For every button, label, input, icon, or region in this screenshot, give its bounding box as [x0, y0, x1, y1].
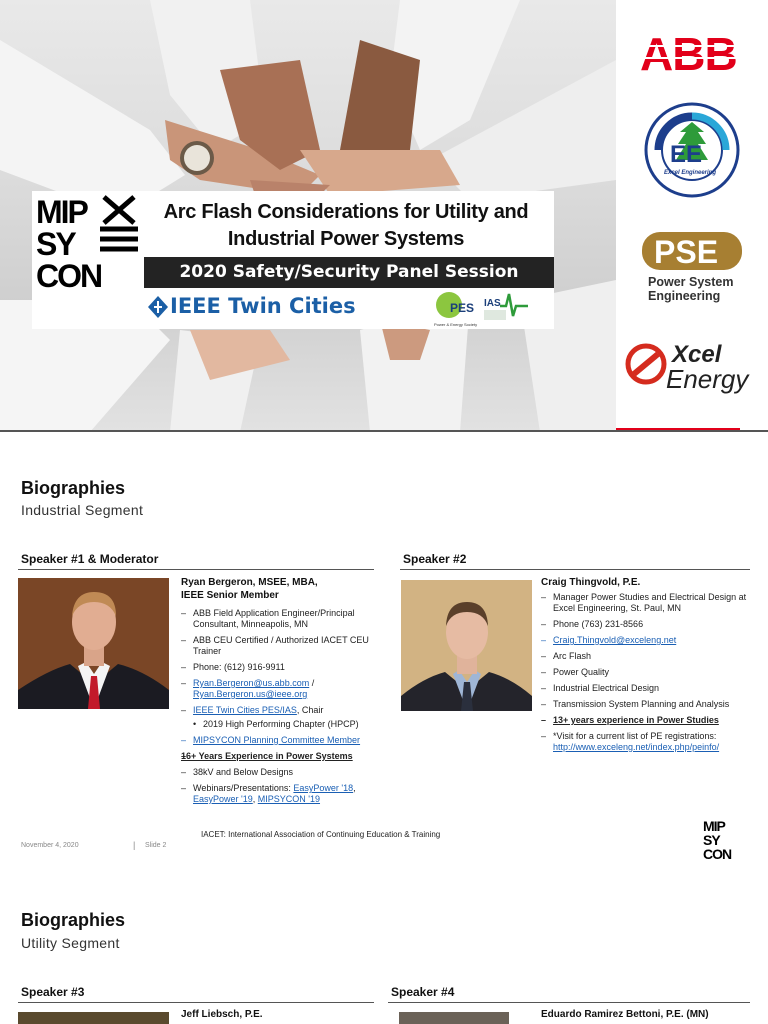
speaker1-ieee-email-link[interactable]: Ryan.Bergeron.us@ieee.org	[193, 689, 308, 699]
svg-text:MIP: MIP	[703, 818, 725, 834]
svg-text:PSE: PSE	[654, 234, 719, 270]
speaker1-bio-list	[181, 608, 381, 810]
speaker4-rule	[388, 1002, 750, 1003]
speaker1-title: IEEE Senior Member	[181, 590, 279, 601]
svg-text:Excel Engineering: Excel Engineering	[664, 170, 717, 176]
mipsycon-19-link[interactable]: MIPSYCON '19	[257, 794, 321, 804]
list-item: – ABB Field Application Engineer/Principal Consultant, Minneapolis, MN	[181, 608, 381, 630]
speaker1-email-link[interactable]: Ryan.Bergeron@us.abb.com	[193, 678, 310, 688]
list-item: – Arc Flash	[541, 651, 753, 662]
list-item	[181, 678, 381, 700]
footer-note: IACET: International Association of Continuing Education & Training	[201, 830, 441, 839]
svg-text:SY: SY	[36, 226, 75, 262]
footer-slide-number: Slide 2	[145, 842, 167, 849]
svg-text:IAS: IAS	[484, 298, 501, 309]
svg-text:Power & Energy Society: Power & Energy Society	[434, 322, 478, 327]
title-slide	[0, 0, 768, 432]
list-item: – Manager Power Studies and Electrical Design at Excel Engineering, St. Paul, MN	[541, 592, 753, 614]
list-item	[181, 705, 381, 716]
pes-logo-icon	[432, 290, 478, 328]
slide-subtitle: Industrial Segment	[21, 502, 144, 518]
svg-text:ABB: ABB	[640, 32, 737, 74]
list-item: – 13+ years experience in Power Studies	[541, 715, 753, 726]
slide-title: Biographies	[21, 910, 126, 930]
email-separator: /	[309, 678, 315, 688]
list-item: – ABB CEU Certified / Authorized IACET CEU Trainer	[181, 635, 381, 657]
list-item: – Transmission System Planning and Analysis	[541, 699, 753, 710]
speaker2-bio-list	[541, 592, 753, 758]
ias-logo-icon	[484, 292, 530, 326]
list-item: – Phone: (612) 916-9911	[181, 662, 381, 673]
speaker3-name: Jeff Liebsch, P.E.	[181, 1009, 263, 1020]
xcel-energy-logo	[624, 336, 768, 396]
slide-subtitle: Utility Segment	[21, 935, 120, 951]
footer-separator: |	[133, 840, 136, 850]
footer-date: November 4, 2020	[21, 842, 79, 849]
svg-text:Energy: Energy	[666, 364, 749, 394]
svg-text:CON: CON	[36, 258, 102, 289]
speaker2-name: Craig Thingvold, P.E.	[541, 577, 641, 588]
svg-text:CON: CON	[703, 846, 732, 860]
speaker1-rule	[18, 569, 374, 570]
session-banner: 2020 Safety/Security Panel Session	[144, 257, 554, 288]
ieee-diamond-icon	[148, 296, 168, 318]
presentations-label: Webinars/Presentations:	[193, 783, 291, 793]
svg-text:PES: PES	[450, 301, 475, 315]
mipsycon-committee-link[interactable]: – MIPSYCON Planning Committee Member	[181, 735, 381, 746]
svg-text:SY: SY	[703, 832, 720, 848]
biographies-industrial-slide	[0, 432, 768, 864]
excel-engineering-logo	[640, 100, 744, 200]
speaker4-photo	[399, 1012, 509, 1024]
sponsor-panel	[616, 0, 768, 432]
biographies-utility-slide	[0, 866, 768, 1024]
list-item: – Power Quality	[541, 667, 753, 678]
speaker4-heading: Speaker #4	[391, 985, 455, 999]
list-item: – 38kV and Below Designs	[181, 767, 381, 778]
speaker2-rule	[400, 569, 750, 570]
svg-text:Xcel: Xcel	[672, 341, 722, 368]
list-item: – Industrial Electrical Design	[541, 683, 753, 694]
speaker1-name: Ryan Bergeron, MSEE, MBA,	[181, 577, 318, 588]
speaker4-name: Eduardo Ramirez Bettoni, P.E. (MN)	[541, 1009, 709, 1020]
list-item: – Webinars/Presentations: EasyPower '18, EasyPower '19, MIPSYCON '19	[181, 783, 381, 805]
pe-info-link[interactable]: http://www.exceleng.net/index.php/peinfo/	[553, 742, 720, 752]
speaker2-heading: Speaker #2	[403, 552, 467, 566]
list-item: • 2019 High Performing Chapter (HPCP)	[181, 719, 381, 730]
easypower-19-link[interactable]: EasyPower '19	[193, 794, 253, 804]
speaker2-photo	[401, 580, 532, 711]
easypower-18-link[interactable]: EasyPower '18	[293, 783, 354, 793]
presentation-title: Arc Flash Considerations for Utility and Industrial Power Systems	[163, 201, 529, 250]
slide-title: Biographies	[21, 478, 126, 498]
speaker1-photo	[18, 578, 169, 709]
mipsycon-logo	[34, 193, 140, 289]
chair-label: , Chair	[296, 705, 324, 715]
pe-registrations-label: *Visit for a current list of PE registrations:	[553, 731, 717, 741]
speaker3-heading: Speaker #3	[21, 985, 85, 999]
svg-text:MIP: MIP	[36, 194, 87, 230]
organizer-name: IEEE Twin Cities	[170, 294, 356, 318]
list-item: – 16+ Years Experience in Power Systems	[181, 751, 381, 762]
list-item	[541, 731, 753, 753]
speaker1-heading: Speaker #1 & Moderator	[21, 552, 159, 566]
svg-text:EE: EE	[670, 141, 703, 168]
abb-logo	[640, 32, 742, 74]
organizer-row	[144, 290, 554, 328]
speaker2-email-link[interactable]: – Craig.Thingvold@exceleng.net	[541, 635, 753, 646]
mipsycon-footer-logo	[703, 818, 747, 860]
pse-subtitle: Power System Engineering	[648, 275, 734, 303]
list-item: – Phone (763) 231-8566	[541, 619, 753, 630]
ieee-twin-cities-link[interactable]: IEEE Twin Cities PES/IAS	[193, 705, 297, 715]
speaker3-photo	[18, 1012, 169, 1024]
speaker3-rule	[18, 1002, 374, 1003]
title-card	[32, 191, 554, 329]
